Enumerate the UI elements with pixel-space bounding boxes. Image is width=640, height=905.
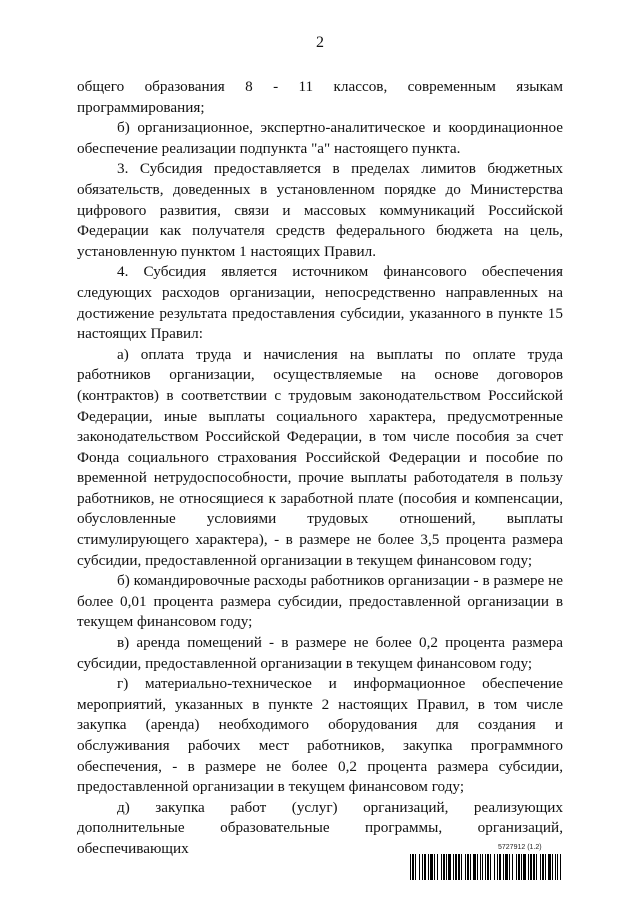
barcode-bar: [424, 854, 426, 880]
barcode-bar: [455, 854, 457, 880]
paragraph-continuation: общего образования 8 - 11 классов, современным языкам программирования;: [77, 78, 563, 116]
barcode-bar: [552, 854, 553, 880]
barcode-bar: [485, 854, 486, 880]
barcode-bar: [555, 854, 556, 880]
barcode-bar: [410, 854, 411, 880]
barcode-bar: [461, 854, 462, 880]
barcode-bar: [453, 854, 454, 880]
barcode-bar: [518, 854, 520, 880]
document-body: [77, 77, 563, 860]
barcode-bar: [465, 854, 466, 880]
barcode-bar: [448, 854, 451, 880]
barcode-bar: [473, 854, 476, 880]
page-number: 2: [316, 34, 324, 51]
barcode-bar: [516, 854, 517, 880]
barcode-bar: [434, 854, 435, 880]
barcode-bar: [545, 854, 546, 880]
barcode-bar: [480, 854, 481, 880]
barcode-bar: [512, 854, 513, 880]
barcode-bar: [540, 854, 541, 880]
paragraph-subitem-g: г) материально-техническое и информационное обеспечение мероприятий, указанных в пункте 2 настоящих Правил, в том числе закупка (аренда) необходимого оборудования для создания и обслуживания рабочих мест работников, закупка программного обеспечения, - в размере не более 0,2 процента размера субсидии, предоставленной организации в текущем финансовом году;: [77, 675, 563, 796]
barcode-bar: [437, 854, 438, 880]
barcode-bar: [482, 854, 483, 880]
barcode-bar: [560, 854, 561, 880]
barcode-bar: [428, 854, 429, 880]
barcode-bar: [499, 854, 501, 880]
barcode-bar: [530, 854, 532, 880]
paragraph-subitem-b2: б) командировочные расходы работников организации - в размере не более 0,01 процента размера субсидии, предоставленной организации в текущем финансовом году;: [77, 572, 563, 631]
paragraph-subitem-a: а) оплата труда и начисления на выплаты по оплате труда работников организации, осуществляемые на основе договоров (контрактов) в соответствии с трудовым законодательством Российской Федерации, иные выплаты социального характера, предусмотренные законодательством Российской Федерации, в том числе пособия за счет Фонда социального страхования Российской Федерации и пособие по временной нетрудоспособности, прочие выплаты работодателя в пользу работников, не относящиеся к заработной плате (пособия и компенсации, обусловленные условиями трудовых отношений, выплаты стимулирующего характера), - в размере не более 3,5 процента размера субсидии, предоставленной организации в текущем финансовом году;: [77, 345, 563, 569]
paragraph-subitem-b: б) организационное, экспертно-аналитическое и координационное обеспечение реализации подпункта "а" настоящего пункта.: [77, 119, 563, 157]
barcode-bar: [443, 854, 445, 880]
barcode-bar: [490, 854, 491, 880]
barcode-bar: [467, 854, 469, 880]
barcode-bar: [441, 854, 442, 880]
paragraph-subitem-v: в) аренда помещений - в размере не более 0,2 процента размера субсидии, предоставленной организации в текущем финансовом году;: [77, 634, 563, 672]
barcode-bar: [503, 854, 504, 880]
barcode-bar: [497, 854, 498, 880]
barcode-bar: [505, 854, 508, 880]
barcode-bar: [548, 854, 551, 880]
barcode-bar: [415, 854, 416, 880]
barcode-bar: [430, 854, 433, 880]
barcode-bar: [458, 854, 460, 880]
barcode-bar: [487, 854, 489, 880]
barcode-bar: [477, 854, 478, 880]
barcode-bar: [528, 854, 529, 880]
barcode-bar: [509, 854, 510, 880]
barcode-bar: [422, 854, 423, 880]
barcode-icon: [410, 854, 562, 880]
barcode-bar: [557, 854, 558, 880]
barcode-bar: [542, 854, 544, 880]
barcode-bar: [419, 854, 420, 880]
paragraph-item-3: 3. Субсидия предоставляется в пределах лимитов бюджетных обязательств, доведенных в установленном порядке до Министерства цифрового развития, связи и массовых коммуникаций Российской Федерации как получателя средств федерального бюджета на цель, установленную пунктом 1 настоящих Правил.: [77, 160, 563, 260]
paragraph-subitem-d: д) закупка работ (услуг) организаций, реализующих дополнительные образовательные программы, организаций, обеспечивающих: [77, 798, 563, 857]
barcode-bar: [536, 854, 537, 880]
barcode-bar: [521, 854, 522, 880]
barcode-bar: [494, 854, 495, 880]
barcode-bar: [533, 854, 535, 880]
barcode-bar: [470, 854, 471, 880]
paragraph-item-4: 4. Субсидия является источником финансового обеспечения следующих расходов организации, непосредственно направленных на достижение результата предоставления субсидии, указанного в пункте 15 настоящих Правил:: [77, 263, 563, 343]
document-id: 5727912 (1.2): [498, 844, 542, 851]
barcode-bar: [523, 854, 526, 880]
barcode-bar: [446, 854, 447, 880]
barcode-bar: [412, 854, 414, 880]
